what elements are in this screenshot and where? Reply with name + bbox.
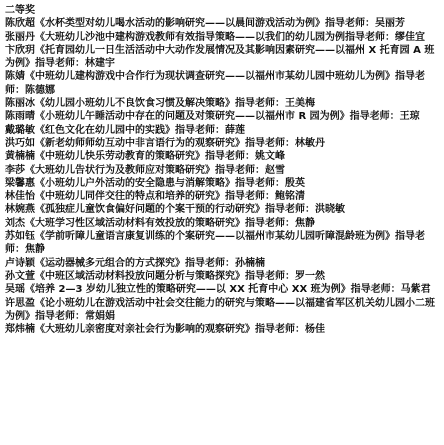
award-entry: 梁馨惠《小班幼儿户外活动的安全隐患与消解策略》指导老师：殷英 — [5, 177, 305, 189]
award-entry: 孙文萱《中班区域活动材料投放问题分析与策略探究》指导老师：罗一然 — [5, 270, 325, 282]
award-tier-heading: 二等奖 — [5, 5, 35, 16]
award-entry: 陈雨晴《小班幼儿午睡活动中存在的问题及对策研究——以福州市 R 园为例》指导老师：王琼 — [5, 111, 420, 123]
award-entry: 刘杰《大班学习性区域活动材料有效投放的策略研究》指导老师：焦静 — [5, 217, 315, 229]
award-entry: 陈婧《中班幼儿建构游戏中合作行为现状调查研究——以福州市某幼儿园中班幼儿为例》指导老师：陈德娜 — [5, 71, 425, 96]
award-entry: 戴璐敏《红色文化在幼儿园中的实践》指导老师：薛莲 — [5, 124, 245, 136]
award-entry: 李莎《大班幼儿告状行为及教师应对策略研究》指导老师：赵雪 — [5, 164, 285, 176]
award-entry: 吴瑶《培养 2—3 岁幼儿独立性的策略研究——以 XX 托育中心 XX 班为例》指导老师：马紫君 — [5, 284, 431, 296]
award-entry: 苏如钰《学前听障儿童语言康复训练的个案研究——以福州市某幼儿园听障混龄班为例》指导老师：焦静 — [5, 231, 425, 256]
award-entry: 卞欣玥《托育园幼儿一日生活活动中大动作发展情况及其影响因素研究——以福州 X 托育园 A 班为例》指导老师：林建宇 — [5, 44, 435, 70]
award-entry: 洪巧如《新老幼师师幼互动中非言语行为的观察研究》指导老师：林敏丹 — [5, 137, 325, 149]
award-entry: 许思盈《论小班幼儿在游戏活动中社会交往能力的研究与策略——以福建省军区机关幼儿园小二班为例》指导老师：常娟娟 — [5, 297, 435, 322]
award-entry: 林佳怡《中班幼儿同伴交往的特点和培养的研究》指导老师：鲍铭清 — [5, 191, 305, 203]
award-entry: 黄楠楠《中班幼儿快乐劳动教育的策略研究》指导老师：姚文峰 — [5, 151, 285, 163]
award-entry: 卢诗颖《运动器械多元组合的方式探究》指导老师：孙楠楠 — [5, 257, 265, 269]
award-entry: 陈欣超《水杯类型对幼儿喝水活动的影响研究——以晨间游戏活动为例》指导老师：吴丽芳 — [5, 18, 405, 30]
award-entry: 郑炜楠《大班幼儿亲密度对亲社会行为影响的观察研究》指导老师：杨佳 — [5, 324, 325, 336]
award-entry: 张丽丹《大班幼儿沙池中建构游戏教师有效指导策略——以我们的幼儿园为例指导老师：缪佳宜 — [5, 31, 425, 43]
award-entry: 陈丽冰《幼儿园小班幼儿不良饮食习惯及解决策略》指导老师：王美梅 — [5, 98, 315, 110]
award-entry: 林婉燕《孤独症儿童饮食偏好问题的个案干预的行动研究》指导老师：洪晓敏 — [5, 204, 345, 216]
